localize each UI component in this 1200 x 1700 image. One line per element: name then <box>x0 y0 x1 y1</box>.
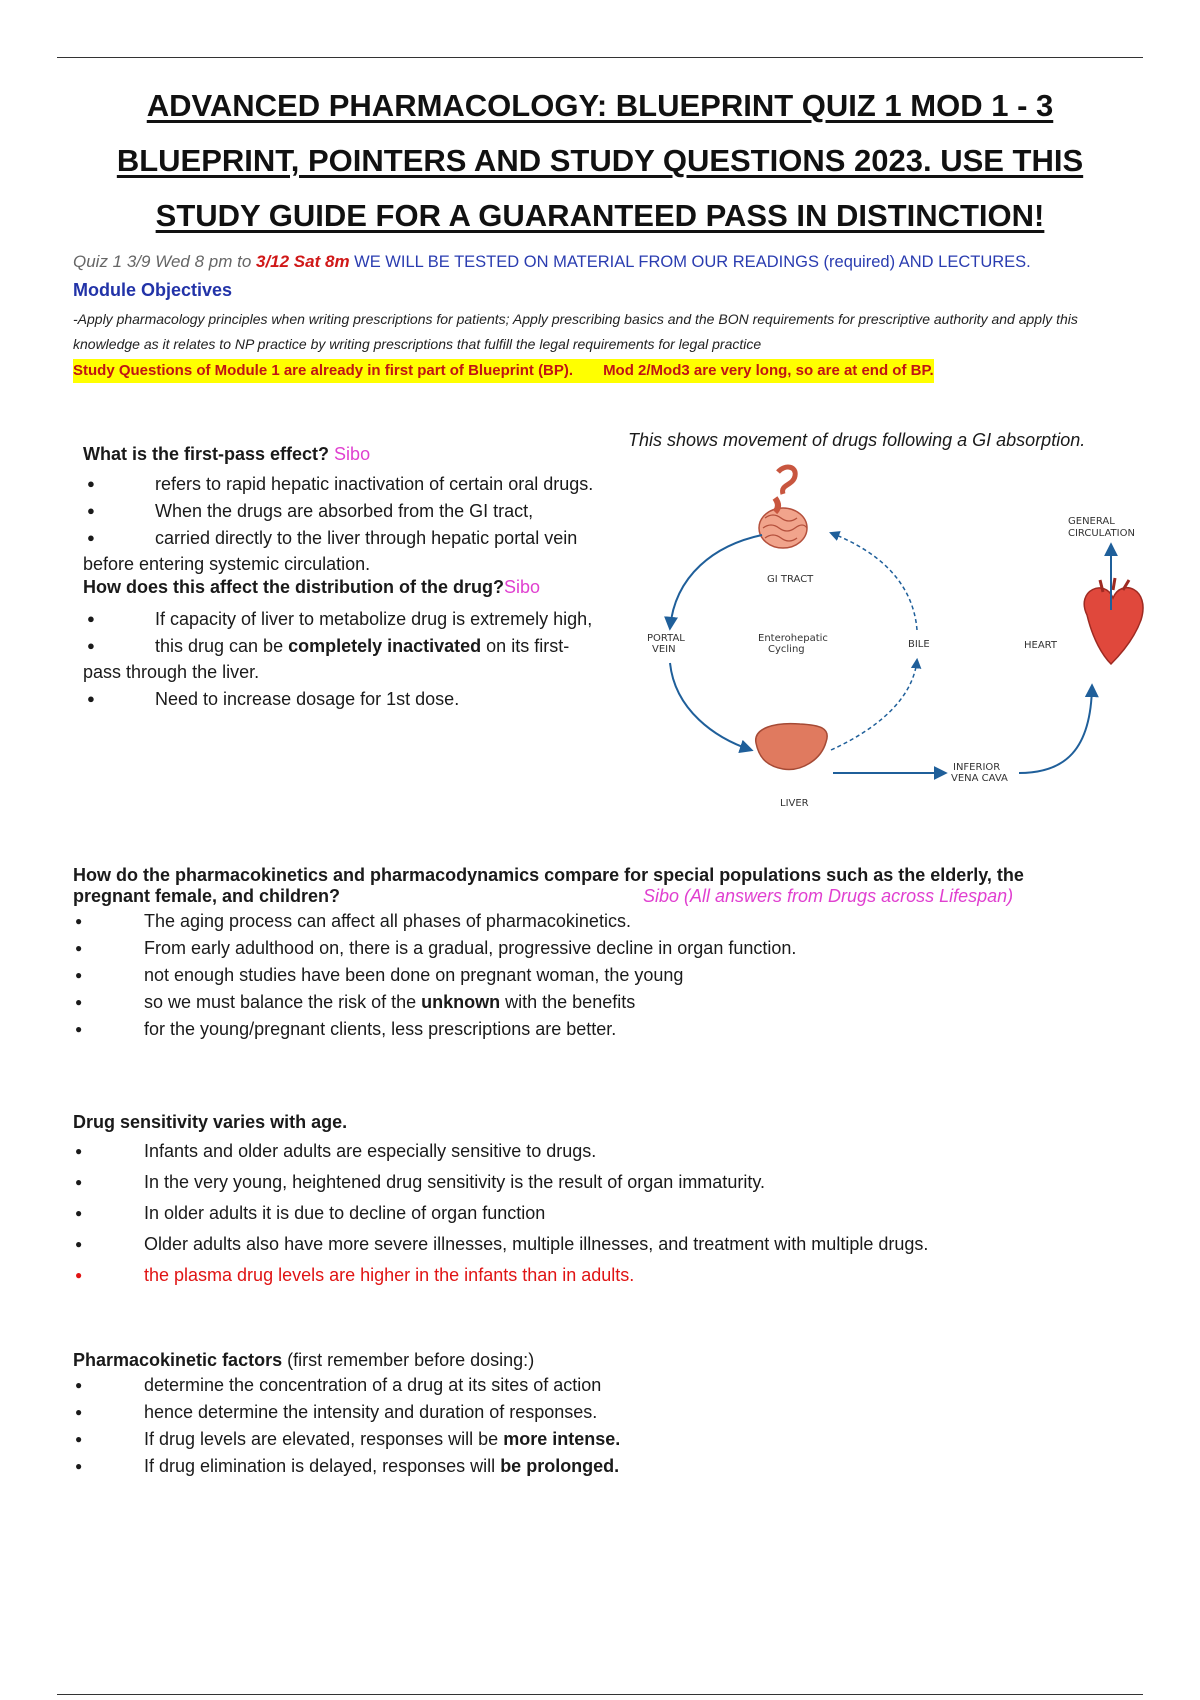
portal-vein-label-1: PORTAL <box>647 633 685 644</box>
quiz-header <box>73 252 1133 383</box>
source-tag: Sibo <box>329 444 371 464</box>
title-line-1: ADVANCED PHARMACOLOGY: BLUEPRINT QUIZ 1 MOD 1 - 3 <box>146 88 1054 123</box>
ivc-to-heart-arrow <box>1019 686 1092 773</box>
highlight-banner <box>73 359 934 383</box>
quiz-deadline: 3/12 Sat 8m <box>256 252 350 271</box>
distribution-question: How does this affect the distribution of the drug?Sibo <box>83 577 541 597</box>
special-pop-question-line-1: How do the pharmacokinetics and pharmacodynamics compare for special populations such as the elderly, the <box>73 865 1024 885</box>
drug-sensitivity-list <box>73 1138 1133 1288</box>
title-line-3: STUDY GUIDE FOR A GUARANTEED PASS IN DISTINCTION! <box>155 198 1045 233</box>
bile-to-gi-arrow <box>831 533 917 630</box>
diagram-svg <box>635 460 1150 820</box>
list-item: ● Older adults also have more severe illnesses, multiple illnesses, and treatment with multiple drugs. <box>73 1231 1133 1257</box>
first-pass-diagram <box>635 460 1150 820</box>
portal-to-liver-arrow <box>670 663 751 750</box>
list-item: ● In older adults it is due to decline of organ function <box>73 1200 1133 1226</box>
page-title <box>60 78 1140 243</box>
gi-to-portal-arrow <box>670 535 762 628</box>
list-item-highlight: ● the plasma drug levels are higher in the infants than in adults. <box>73 1262 1133 1288</box>
module-objectives-text: -Apply pharmacology principles when writing prescriptions for patients; Apply prescribing basics and the BON requirements for prescriptive authority and apply this knowledge as it relates to NP practice by writing prescriptions that fulfill the legal requirements for legal practice <box>73 311 1078 352</box>
enterohepatic-label-2: Cycling <box>768 644 805 655</box>
bile-label: BILE <box>908 639 930 650</box>
highlight-left: Study Questions of Module 1 are already in first part of Blueprint (BP). <box>73 362 574 379</box>
quiz-date: Quiz 1 3/9 Wed 8 pm to <box>73 252 256 271</box>
list-item: ● hence determine the intensity and duration of responses. <box>73 1399 1133 1425</box>
distribution-list <box>83 606 603 712</box>
list-item: ● The aging process can affect all phases of pharmacokinetics. <box>73 908 1133 934</box>
first-pass-section <box>83 444 603 712</box>
figure-caption: This shows movement of drugs following a GI absorption. <box>628 430 1086 450</box>
pk-factors-section <box>73 1350 1133 1479</box>
list-item: ● this drug can be completely inactivated on its first-pass through the liver. <box>83 633 603 685</box>
list-item: ● If drug levels are elevated, responses will be more intense. <box>73 1426 1133 1452</box>
first-pass-question: What is the first-pass effect? Sibo <box>83 444 371 464</box>
list-item: ● If drug elimination is delayed, responses will be prolonged. <box>73 1453 1133 1479</box>
ivc-label-2: VENA CAVA <box>951 773 1008 784</box>
special-populations-section <box>73 865 1133 1042</box>
quiz-info-line <box>73 252 1133 272</box>
list-item: ● for the young/pregnant clients, less prescriptions are better. <box>73 1016 1133 1042</box>
portal-vein-label-2: VEIN <box>652 644 676 655</box>
gi-tract-label: GI TRACT <box>767 574 814 585</box>
gi-tract-icon <box>759 467 807 548</box>
quiz-note: WE WILL BE TESTED ON MATERIAL FROM OUR READINGS (required) AND LECTURES. <box>349 253 1031 271</box>
pk-factors-list <box>73 1372 1133 1479</box>
special-pop-question-line-2: pregnant female, and children? Sibo (All answers from Drugs across Lifespan) <box>73 886 1014 906</box>
liver-icon <box>756 724 827 770</box>
general-circulation-label-1: GENERAL <box>1068 516 1115 527</box>
drug-sensitivity-section <box>73 1112 1133 1288</box>
list-item: ● If capacity of liver to metabolize drug is extremely high, <box>83 606 603 632</box>
highlight-line <box>73 359 1133 383</box>
list-item: ● so we must balance the risk of the unknown with the benefits <box>73 989 1133 1015</box>
general-circulation-label-2: CIRCULATION <box>1068 528 1135 539</box>
enterohepatic-label-1: Enterohepatic <box>758 633 828 644</box>
liver-label: LIVER <box>780 798 809 809</box>
highlight-right: Mod 2/Mod3 are very long, so are at end of BP. <box>603 362 934 379</box>
drug-sensitivity-heading: Drug sensitivity varies with age. <box>73 1112 348 1132</box>
list-item: ● When the drugs are absorbed from the GI tract, <box>83 498 603 524</box>
source-tag: Sibo <box>504 577 541 597</box>
list-item: ● determine the concentration of a drug at its sites of action <box>73 1372 1133 1398</box>
list-item: ● Infants and older adults are especially sensitive to drugs. <box>73 1138 1133 1164</box>
bottom-rule <box>57 1694 1143 1695</box>
heart-icon <box>1084 578 1143 664</box>
pk-factors-heading: Pharmacokinetic factors (first remember before dosing:) <box>73 1350 535 1370</box>
first-pass-list <box>83 471 603 577</box>
list-item: ● From early adulthood on, there is a gradual, progressive decline in organ function. <box>73 935 1133 961</box>
module-objectives-label: Module Objectives <box>73 280 233 300</box>
list-item: ● carried directly to the liver through hepatic portal vein before entering systemic circulation. <box>83 525 603 577</box>
source-tag: Sibo (All answers from Drugs across Lifespan) <box>643 886 1014 906</box>
top-rule <box>57 57 1143 58</box>
liver-to-bile-arrow <box>831 660 917 750</box>
list-item: ● In the very young, heightened drug sensitivity is the result of organ immaturity. <box>73 1169 1133 1195</box>
special-pop-list <box>73 908 1133 1042</box>
title-line-2: BLUEPRINT, POINTERS AND STUDY QUESTIONS 2023. USE THIS <box>116 143 1084 178</box>
list-item: ● not enough studies have been done on pregnant woman, the young <box>73 962 1133 988</box>
list-item: ● Need to increase dosage for 1st dose. <box>83 686 603 712</box>
list-item: ● refers to rapid hepatic inactivation of certain oral drugs. <box>83 471 603 497</box>
ivc-label-1: INFERIOR <box>953 762 1001 773</box>
heart-label: HEART <box>1024 640 1058 651</box>
